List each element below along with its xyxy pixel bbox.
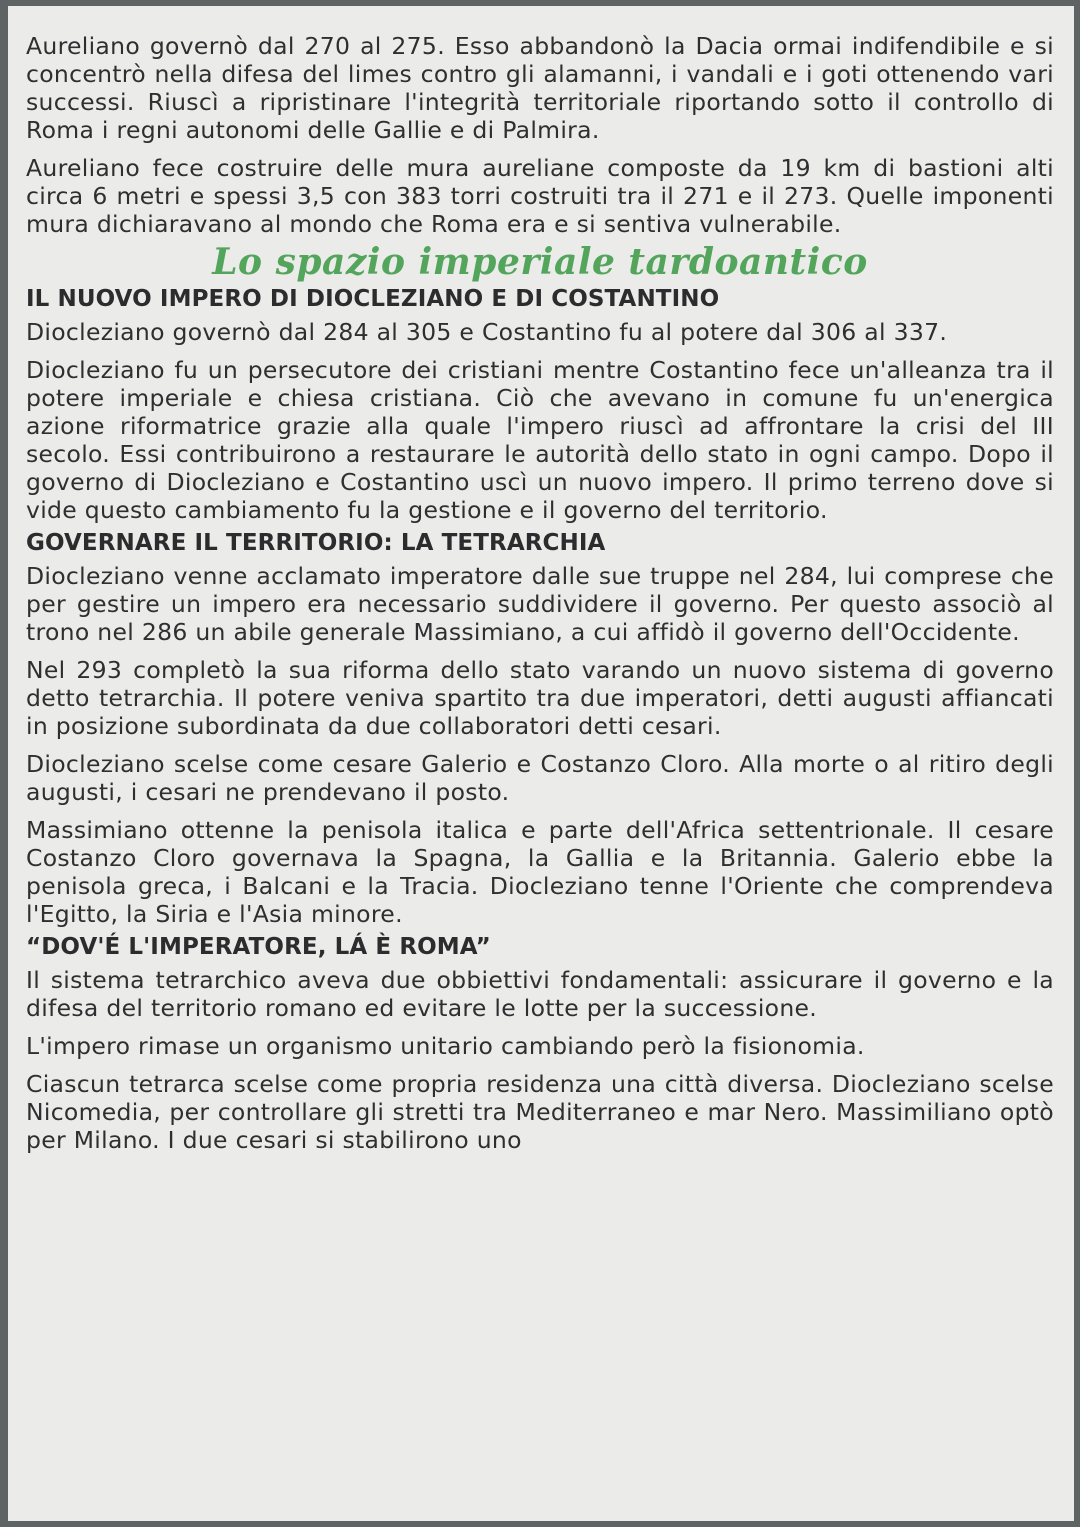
paragraph-date-governo: Diocleziano governò dal 284 al 305 e Costantino fu al potere dal 306 al 337. <box>26 318 948 346</box>
paragraph-riforma-293: Nel 293 completò la sua riforma dello stato varando un nuovo sistema di governo detto tetrarchia. Il potere veniva spartito tra due imperatori, detti augusti affiancati in posizione subordinata da due collaboratori detti cesari. <box>26 656 1054 740</box>
paragraph-territori: Massimiano ottenne la penisola italica e parte dell'Africa settentrionale. Il cesare Costanzo Cloro governava la Spagna, la Gallia e la Britannia. Galerio ebbe la penisola greca, i Balcani e la Tracia. Diocleziano tenne l'Oriente che comprendeva l'Egitto, la Siria e l'Asia minore. <box>26 816 1054 928</box>
paragraph-riforme: Diocleziano fu un persecutore dei cristiani mentre Costantino fece un'alleanza tra il potere imperiale e chiesa cristiana. Ciò che avevano in comune fu un'energica azione riformatrice grazie alla quale l'impero riuscì ad affrontare la crisi del III secolo. Essi contribuirono a restaurare le autorità dello stato in ogni campo. Dopo il governo di Diocleziano e Costantino uscì un nuovo impero. Il primo terreno dove si vide questo cambiamento fu la gestione e il governo del territorio. <box>26 356 1054 524</box>
heading-imperatore-roma: “DOV'É L'IMPERATORE, LÁ È ROMA” <box>26 934 491 960</box>
heading-nuovo-impero: IL NUOVO IMPERO DI DIOCLEZIANO E DI COSTANTINO <box>26 286 720 312</box>
paragraph-aureliano-governo: Aureliano governò dal 270 al 275. Esso abbandonò la Dacia ormai indifendibile e si concentrò nella difesa del limes contro gli alamanni, i vandali e i goti ottenendo vari successi. Riuscì a ripristinare l'integrità territoriale riportando sotto il controllo di Roma i regni autonomi delle Gallie e di Palmira. <box>26 32 1054 144</box>
paragraph-obiettivi: Il sistema tetrarchico aveva due obbiettivi fondamentali: assicurare il governo e la difesa del territorio romano ed evitare le lotte per la successione. <box>26 966 1054 1022</box>
heading-tetrarchia: GOVERNARE IL TERRITORIO: LA TETRARCHIA <box>26 530 606 556</box>
paragraph-acclamazione: Diocleziano venne acclamato imperatore dalle sue truppe nel 284, lui comprese che per gestire un impero era necessario suddividere il governo. Per questo associò al trono nel 286 un abile generale Massimiano, a cui affidò il governo dell'Occidente. <box>26 562 1054 646</box>
paragraph-organismo-unitario: L'impero rimase un organismo unitario cambiando però la fisionomia. <box>26 1032 865 1060</box>
paragraph-residenze: Ciascun tetrarca scelse come propria residenza una città diversa. Diocleziano scelse Nicomedia, per controllare gli stretti tra Mediterraneo e mar Nero. Massimiliano optò per Milano. I due cesari si stabilirono uno <box>26 1070 1054 1154</box>
document-content <box>26 32 1054 1154</box>
paragraph-mura-aureliane: Aureliano fece costruire delle mura aureliane composte da 19 km di bastioni alti circa 6 metri e spessi 3,5 con 383 torri costruiti tra il 271 e il 273. Quelle imponenti mura dichiaravano al mondo che Roma era e si sentiva vulnerabile. <box>26 154 1054 238</box>
document-page <box>8 6 1074 1521</box>
paragraph-cesari: Diocleziano scelse come cesare Galerio e Costanzo Cloro. Alla morte o al ritiro degli augusti, i cesari ne prendevano il posto. <box>26 750 1054 806</box>
section-title: Lo spazio imperiale tardoantico <box>212 241 868 283</box>
